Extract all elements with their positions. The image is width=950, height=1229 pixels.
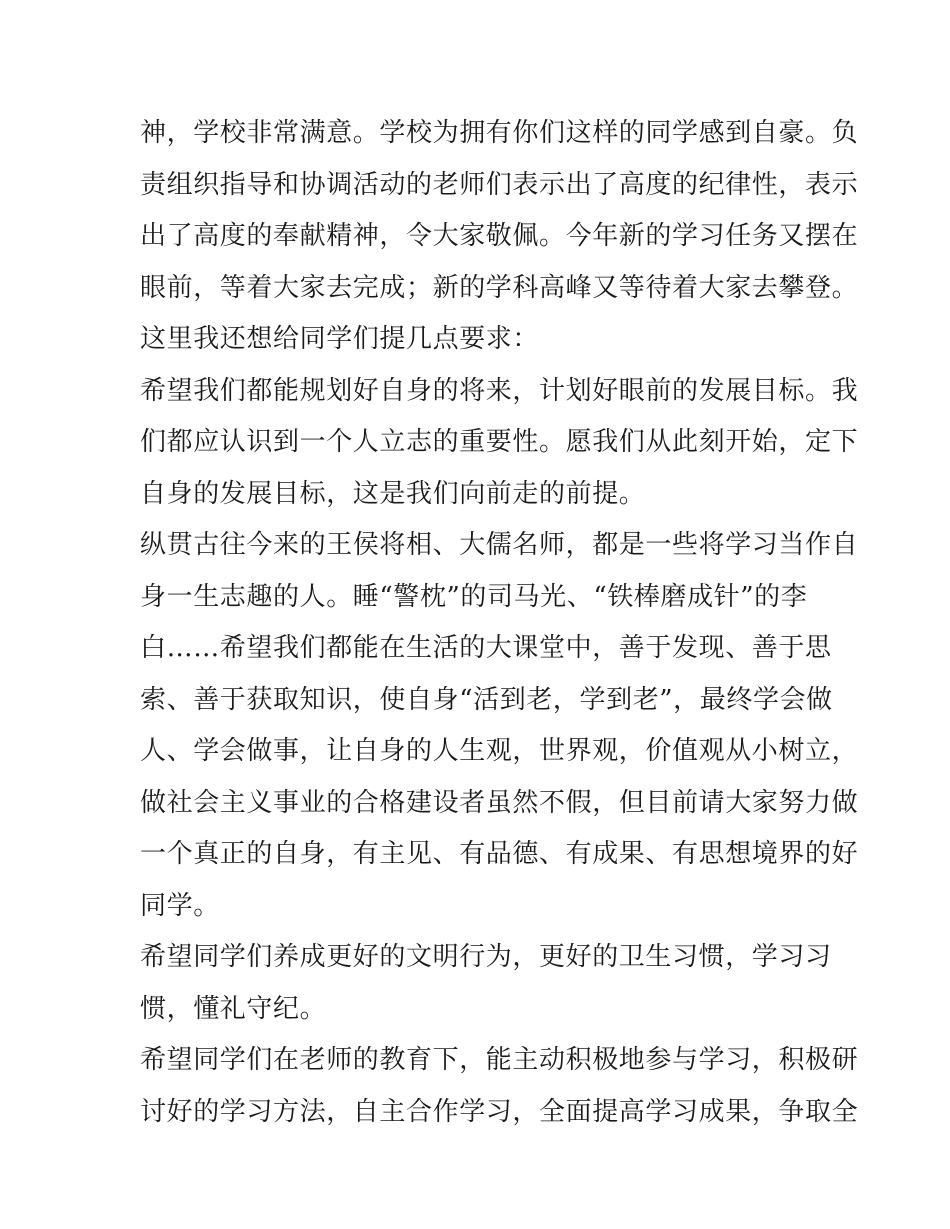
text-line: 责组织指导和协调活动的老师们表示出了高度的纪律性，表示 [140,169,859,200]
body-text [140,108,859,1138]
text-line: 自身的发展目标，这是我们向前走的前提。 [140,478,646,509]
text-line: 做社会主义事业的合格建设者虽然不假，但目前请大家努力做 [140,787,859,818]
text-line: 身一生志趣的人。睡“警枕”的司马光、“铁棒磨成针”的李 [140,581,808,612]
text-line: 索、善于获取知识，使自身“活到老，学到老”，最终学会做 [140,684,833,715]
text-line: 这里我还想给同学们提几点要求： [140,324,540,354]
text-line: 同学。 [140,890,220,921]
text-line: 纵贯古往今来的王侯将相、大儒名师，都是一些将学习当作自 [140,530,859,560]
text-line: 希望我们都能规划好自身的将来，计划好眼前的发展目标。我 [140,375,859,406]
text-line: 眼前，等着大家去完成；新的学科高峰又等待着大家去攀登。 [140,272,859,303]
text-line: 希望同学们养成更好的文明行为，更好的卫生习惯，学习习 [140,942,832,972]
text-line: 讨好的学习方法，自主合作学习，全面提高学习成果，争取全 [140,1096,859,1127]
text-line: 出了高度的奉献精神，令大家敬佩。今年新的学习任务又摆在 [140,221,859,251]
text-line: 神，学校非常满意。学校为拥有你们这样的同学感到自豪。负 [140,118,859,148]
text-line: 们都应认识到一个人立志的重要性。愿我们从此刻开始，定下 [140,427,859,457]
text-line: 一个真正的自身，有主见、有品德、有成果、有思想境界的好 [140,839,859,869]
text-line: 希望同学们在老师的教育下，能主动积极地参与学习，积极研 [140,1045,859,1075]
text-line: 惯，懂礼守纪。 [140,993,327,1024]
text-line: 白……希望我们都能在生活的大课堂中，善于发现、善于思 [140,633,832,663]
text-line: 人、学会做事，让自身的人生观，世界观，价值观从小树立， [140,736,859,766]
